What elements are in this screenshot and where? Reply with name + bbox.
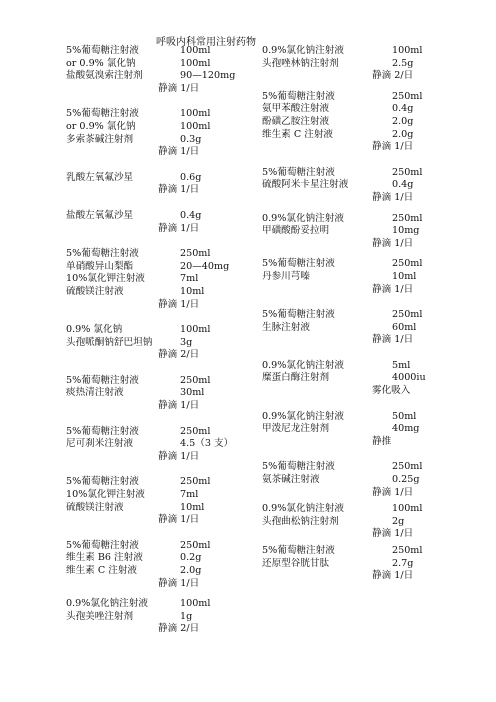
route-line bbox=[262, 528, 452, 541]
route-line bbox=[66, 623, 246, 636]
route-frequency: 静滴 1/日 bbox=[372, 570, 414, 582]
drug-name: 10%氯化钾注射液 bbox=[66, 489, 145, 501]
drug-line bbox=[66, 375, 246, 388]
drug-dose: 2.5g bbox=[392, 57, 414, 69]
group-spacer bbox=[66, 95, 246, 108]
drug-dose: 2.0g bbox=[180, 565, 202, 576]
drug-dose: 100ml bbox=[180, 57, 211, 69]
drug-line bbox=[66, 552, 246, 565]
drug-name: 硫酸阿米卡星注射液 bbox=[262, 179, 349, 191]
drug-dose: 0.4g bbox=[392, 179, 414, 191]
route-frequency: 静滴 1/日 bbox=[158, 400, 200, 412]
drug-line bbox=[262, 411, 452, 424]
drug-line bbox=[66, 45, 246, 58]
drug-dose: 4.5（3 支） bbox=[180, 438, 234, 450]
drug-name: 甲磺酸酚妥拉明 bbox=[262, 225, 330, 237]
document-title: 呼吸内科常用注射药物 bbox=[156, 37, 256, 48]
group-spacer bbox=[262, 205, 452, 213]
drug-line bbox=[66, 540, 246, 553]
group-spacer bbox=[66, 413, 246, 426]
route-line bbox=[262, 487, 452, 500]
drug-name: 5%葡萄糖注射液 bbox=[66, 425, 139, 437]
drug-dose: 250ml bbox=[180, 374, 211, 386]
route-frequency: 静滴 1/日 bbox=[158, 298, 200, 310]
drug-line bbox=[66, 273, 246, 286]
drug-line bbox=[262, 213, 452, 226]
route-line bbox=[66, 451, 246, 464]
drug-group bbox=[262, 91, 452, 154]
route-frequency: 静滴 1/日 bbox=[372, 283, 414, 295]
drug-group bbox=[66, 476, 246, 526]
drug-dose: 90—120mg bbox=[180, 70, 236, 82]
route-frequency: 静滴 1/日 bbox=[158, 450, 200, 462]
drug-name: 5%葡萄糖注射液 bbox=[262, 461, 335, 473]
drug-name: 5%葡萄糖注射液 bbox=[262, 166, 335, 178]
drug-name: 丹参川芎嗪 bbox=[262, 270, 310, 282]
drug-line bbox=[66, 58, 246, 71]
drug-name: 硫酸镁注射液 bbox=[66, 285, 124, 297]
group-spacer bbox=[262, 347, 452, 360]
drug-dose: 250ml bbox=[392, 212, 423, 224]
route-line bbox=[262, 141, 452, 154]
drug-name: 头孢美唑注射剂 bbox=[66, 610, 134, 622]
drug-name: 酚磺乙胺注射液 bbox=[262, 115, 330, 127]
drug-name: 单硝酸异山梨酯 bbox=[66, 260, 134, 272]
route-line bbox=[262, 436, 452, 449]
drug-name: 0.9% 氯化钠 bbox=[66, 324, 123, 336]
drug-line bbox=[66, 108, 246, 121]
drug-group bbox=[262, 258, 452, 296]
drug-dose: 250ml bbox=[180, 248, 211, 260]
drug-name: 5%葡萄糖注射液 bbox=[262, 90, 335, 102]
route-line bbox=[66, 146, 246, 159]
drug-line bbox=[262, 309, 452, 322]
drug-dose: 10ml bbox=[180, 501, 205, 513]
drug-dose: 100ml bbox=[392, 503, 423, 515]
route-frequency: 静滴 1/日 bbox=[158, 514, 200, 526]
drug-line bbox=[66, 476, 246, 489]
drug-name: or 0.9% 氯化钠 bbox=[66, 57, 136, 69]
drug-line bbox=[66, 438, 246, 451]
drug-dose: 100ml bbox=[392, 45, 423, 56]
drug-name: 10%氯化钾注射液 bbox=[66, 273, 145, 285]
drug-dose: 3g bbox=[180, 336, 193, 348]
drug-line bbox=[66, 248, 246, 261]
route-line bbox=[262, 238, 452, 251]
drug-dose: 100ml bbox=[180, 324, 211, 336]
group-spacer bbox=[66, 311, 246, 324]
drug-name: 氨茶碱注射液 bbox=[262, 474, 320, 486]
drug-group bbox=[66, 108, 246, 158]
drug-line bbox=[66, 134, 246, 147]
drug-line bbox=[262, 360, 452, 373]
drug-name: 维生素 B6 注射液 bbox=[66, 552, 143, 564]
drug-dose: 0.2g bbox=[180, 552, 202, 564]
drug-name: 0.9%氯化钠注射液 bbox=[262, 212, 344, 224]
drug-dose: 10ml bbox=[392, 270, 417, 282]
route-line bbox=[66, 223, 246, 236]
drug-group bbox=[66, 426, 246, 464]
drug-group bbox=[262, 309, 452, 347]
drug-name: 5%葡萄糖注射液 bbox=[262, 309, 335, 321]
route-line bbox=[262, 570, 452, 583]
drug-group bbox=[66, 45, 246, 95]
route-line bbox=[262, 192, 452, 205]
drug-dose: 250ml bbox=[392, 258, 423, 270]
drug-name: 头孢哌酮钠舒巴坦钠 bbox=[66, 336, 153, 348]
route-frequency: 静滴 1/日 bbox=[158, 222, 200, 234]
group-spacer bbox=[262, 296, 452, 309]
drug-line bbox=[66, 489, 246, 502]
route-frequency: 雾化吸入 bbox=[372, 385, 411, 397]
drug-line bbox=[262, 271, 452, 284]
drug-dose: 250ml bbox=[392, 545, 423, 556]
group-spacer bbox=[262, 83, 452, 91]
drug-name: 头孢曲松钠注射剂 bbox=[262, 515, 339, 527]
group-spacer bbox=[66, 362, 246, 375]
drug-name: 还原型谷胱甘肽 bbox=[262, 557, 330, 569]
drug-line bbox=[262, 372, 452, 385]
drug-name: or 0.9% 氯化钠 bbox=[66, 120, 136, 132]
route-frequency: 静滴 1/日 bbox=[372, 334, 414, 346]
drug-name: 硫酸镁注射液 bbox=[66, 501, 124, 513]
drug-group bbox=[262, 213, 452, 251]
group-spacer bbox=[66, 159, 246, 172]
drug-dose: 0.25g bbox=[392, 474, 420, 486]
route-frequency: 静滴 1/日 bbox=[158, 184, 200, 196]
drug-dose: 0.6g bbox=[180, 171, 202, 183]
drug-dose: 0.4g bbox=[180, 209, 202, 221]
drug-name: 5%葡萄糖注射液 bbox=[66, 248, 139, 260]
route-line bbox=[66, 184, 246, 197]
drug-dose: 20—40mg bbox=[180, 260, 230, 272]
drug-name: 维生素 C 注射液 bbox=[66, 565, 138, 576]
drug-name: 生脉注射液 bbox=[262, 321, 310, 333]
drug-line bbox=[66, 426, 246, 439]
drug-dose: 7ml bbox=[180, 489, 199, 501]
drug-line bbox=[262, 167, 452, 180]
drug-group bbox=[66, 598, 246, 636]
group-spacer bbox=[66, 463, 246, 476]
route-line bbox=[66, 83, 246, 96]
drug-line bbox=[66, 611, 246, 624]
route-frequency: 静滴 1/日 bbox=[158, 82, 200, 94]
drug-name: 5%葡萄糖注射液 bbox=[66, 539, 139, 551]
drug-name: 多索茶碱注射剂 bbox=[66, 133, 134, 145]
drug-dose: 250ml bbox=[392, 166, 423, 178]
route-frequency: 静滴 1/日 bbox=[372, 141, 414, 153]
group-spacer bbox=[66, 527, 246, 540]
drug-name: 头孢唑林钠注射剂 bbox=[262, 57, 339, 69]
drug-line bbox=[66, 337, 246, 350]
drug-group bbox=[262, 167, 452, 205]
drug-name: 5%葡萄糖注射液 bbox=[262, 545, 335, 556]
drug-dose: 250ml bbox=[392, 90, 423, 102]
drug-group bbox=[262, 411, 452, 449]
drug-group bbox=[262, 545, 452, 583]
right-column bbox=[262, 45, 452, 583]
route-frequency: 静推 bbox=[372, 435, 392, 447]
drug-line bbox=[262, 91, 452, 104]
drug-line bbox=[66, 172, 246, 185]
drug-line bbox=[262, 503, 452, 516]
drug-dose: 250ml bbox=[180, 539, 211, 551]
drug-line bbox=[66, 502, 246, 515]
drug-dose: 250ml bbox=[180, 476, 211, 488]
group-spacer bbox=[66, 590, 246, 598]
drug-line bbox=[66, 210, 246, 223]
drug-name: 5%葡萄糖注射液 bbox=[262, 258, 335, 270]
route-frequency: 静滴 1/日 bbox=[158, 146, 200, 158]
drug-line bbox=[262, 474, 452, 487]
drug-line bbox=[262, 225, 452, 238]
route-line bbox=[66, 514, 246, 527]
drug-name: 0.9%氯化钠注射液 bbox=[66, 598, 148, 610]
drug-dose: 10ml bbox=[180, 285, 205, 297]
drug-dose: 250ml bbox=[392, 309, 423, 321]
drug-group bbox=[66, 248, 246, 311]
route-line bbox=[262, 284, 452, 297]
drug-dose: 7ml bbox=[180, 273, 199, 285]
drug-name: 氨甲苯酸注射液 bbox=[262, 103, 330, 115]
drug-group bbox=[66, 375, 246, 413]
drug-line bbox=[262, 103, 452, 116]
drug-line bbox=[66, 121, 246, 134]
drug-dose: 4000iu bbox=[392, 372, 426, 384]
route-frequency: 静滴 2/日 bbox=[158, 623, 200, 635]
group-spacer bbox=[262, 398, 452, 411]
drug-name: 5%葡萄糖注射液 bbox=[66, 374, 139, 386]
route-line bbox=[262, 385, 452, 398]
drug-line bbox=[262, 58, 452, 71]
route-frequency: 静滴 1/日 bbox=[372, 486, 414, 498]
drug-name: 0.9%氯化钠注射液 bbox=[262, 45, 344, 56]
drug-group bbox=[262, 45, 452, 83]
drug-line bbox=[66, 598, 246, 611]
drug-line bbox=[66, 261, 246, 274]
drug-name: 0.9%氯化钠注射液 bbox=[262, 503, 344, 515]
drug-dose: 100ml bbox=[180, 108, 211, 120]
route-frequency: 静滴 1/日 bbox=[158, 577, 200, 589]
drug-group bbox=[66, 540, 246, 590]
drug-line bbox=[262, 322, 452, 335]
group-spacer bbox=[262, 448, 452, 461]
drug-dose: 0.4g bbox=[392, 103, 414, 115]
route-frequency: 静滴 2/日 bbox=[158, 349, 200, 361]
route-frequency: 静滴 1/日 bbox=[372, 191, 414, 203]
drug-group bbox=[262, 360, 452, 398]
drug-dose: 250ml bbox=[180, 425, 211, 437]
drug-dose: 2.0g bbox=[392, 115, 414, 127]
drug-dose: 60ml bbox=[392, 321, 417, 333]
drug-group bbox=[66, 210, 246, 235]
drug-dose: 2.0g bbox=[392, 128, 414, 140]
left-column bbox=[66, 45, 246, 636]
route-line bbox=[262, 70, 452, 83]
drug-name: 糜蛋白酶注射剂 bbox=[262, 372, 330, 384]
drug-name: 盐酸氨溴索注射剂 bbox=[66, 70, 143, 82]
drug-line bbox=[262, 558, 452, 571]
drug-line bbox=[66, 324, 246, 337]
route-frequency: 静滴 1/日 bbox=[372, 237, 414, 249]
group-spacer bbox=[262, 154, 452, 167]
drug-dose: 1g bbox=[180, 610, 193, 622]
drug-name: 5%葡萄糖注射液 bbox=[66, 45, 139, 56]
drug-dose: 100ml bbox=[180, 120, 211, 132]
drug-name: 乳酸左氧氟沙星 bbox=[66, 171, 134, 183]
drug-dose: 250ml bbox=[392, 461, 423, 473]
drug-dose: 30ml bbox=[180, 387, 205, 399]
drug-line bbox=[262, 545, 452, 558]
drug-dose: 2g bbox=[392, 515, 405, 527]
drug-line bbox=[262, 129, 452, 142]
drug-dose: 100ml bbox=[180, 45, 211, 56]
drug-name: 痰热清注射液 bbox=[66, 387, 124, 399]
route-frequency: 静滴 2/日 bbox=[372, 70, 414, 82]
drug-line bbox=[262, 179, 452, 192]
drug-line bbox=[262, 258, 452, 271]
drug-dose: 100ml bbox=[180, 598, 211, 610]
drug-line bbox=[66, 565, 246, 578]
drug-group bbox=[262, 461, 452, 499]
group-spacer bbox=[66, 197, 246, 210]
drug-group bbox=[66, 324, 246, 362]
drug-name: 甲泼尼龙注射剂 bbox=[262, 423, 330, 435]
drug-dose: 50ml bbox=[392, 410, 417, 422]
drug-name: 尼可刹米注射液 bbox=[66, 438, 134, 450]
drug-line bbox=[262, 516, 452, 529]
drug-line bbox=[262, 45, 452, 58]
drug-line bbox=[262, 116, 452, 129]
drug-line bbox=[66, 387, 246, 400]
drug-dose: 10mg bbox=[392, 225, 420, 237]
drug-line bbox=[66, 70, 246, 83]
drug-name: 0.9%氯化钠注射液 bbox=[262, 359, 344, 371]
drug-name: 5%葡萄糖注射液 bbox=[66, 108, 139, 120]
drug-group bbox=[262, 503, 452, 541]
route-line bbox=[66, 299, 246, 312]
drug-name: 盐酸左氧氟沙星 bbox=[66, 209, 134, 221]
drug-dose: 40mg bbox=[392, 423, 420, 435]
drug-name: 0.9%氯化钠注射液 bbox=[262, 410, 344, 422]
drug-name: 维生素 C 注射液 bbox=[262, 128, 334, 140]
drug-line bbox=[66, 286, 246, 299]
route-line bbox=[262, 334, 452, 347]
drug-name: 5%葡萄糖注射液 bbox=[66, 476, 139, 488]
route-line bbox=[66, 349, 246, 362]
drug-dose: 0.3g bbox=[180, 133, 202, 145]
drug-line bbox=[262, 423, 452, 436]
drug-group bbox=[66, 172, 246, 197]
drug-dose: 2.7g bbox=[392, 557, 414, 569]
route-frequency: 静滴 1/日 bbox=[372, 528, 414, 540]
drug-line bbox=[262, 461, 452, 474]
drug-dose: 5ml bbox=[392, 359, 411, 371]
group-spacer bbox=[66, 235, 246, 248]
route-line bbox=[66, 400, 246, 413]
route-line bbox=[66, 578, 246, 591]
